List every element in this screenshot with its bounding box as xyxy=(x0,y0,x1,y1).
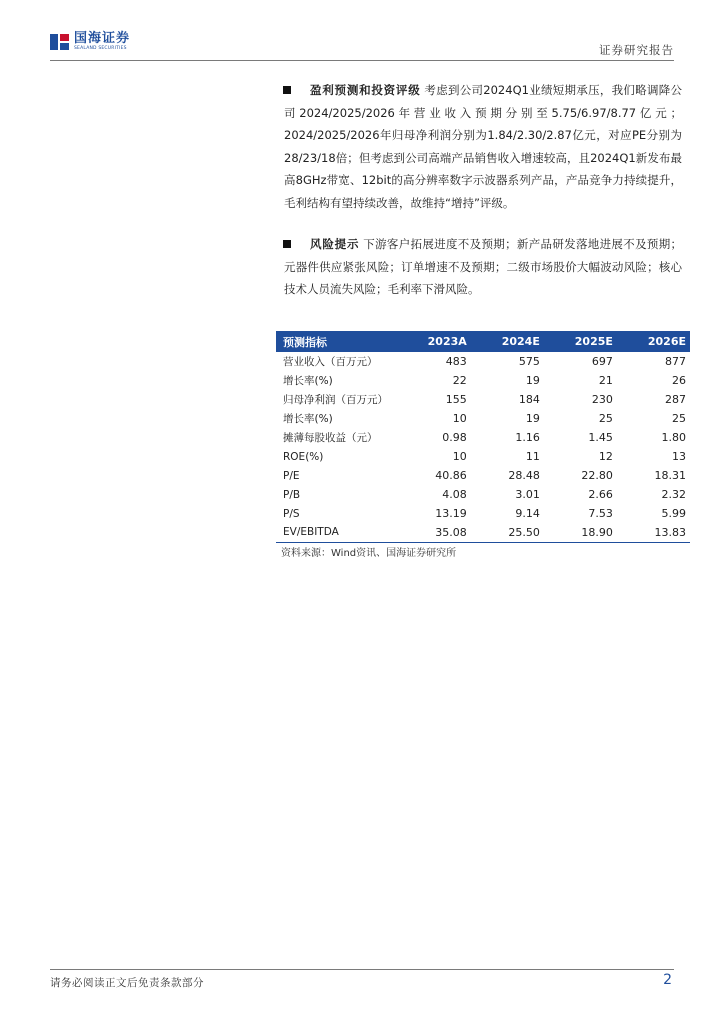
table-header-row xyxy=(276,331,690,352)
risk-paragraph xyxy=(284,233,682,301)
table-header-cell: 2026E xyxy=(617,331,690,352)
table-cell: 184 xyxy=(518,393,540,406)
table-cell: 28.48 xyxy=(508,469,540,482)
table-cell: 13.83 xyxy=(617,523,690,542)
table-source-note: 资料来源：Wind资讯、国海证券研究所 xyxy=(281,548,457,559)
row-label: P/E xyxy=(283,469,300,482)
table-cell: 483 xyxy=(445,355,467,368)
table-row xyxy=(276,447,690,466)
rating-paragraph xyxy=(284,79,682,214)
table-cell: 11 xyxy=(525,450,540,463)
table-cell: 230 xyxy=(591,393,613,406)
table-row xyxy=(276,371,690,390)
table-row xyxy=(276,504,690,523)
table-cell: 13.19 xyxy=(435,507,467,520)
table-cell: 0.98 xyxy=(442,431,467,444)
row-label: P/S xyxy=(283,507,300,520)
table-header-cell: 预测指标 xyxy=(276,331,396,352)
table-cell: 877 xyxy=(665,355,686,368)
row-label: 摊薄每股收益（元） xyxy=(283,432,378,444)
report-type: 证券研究报告 xyxy=(599,43,674,57)
table-cell: 5.99 xyxy=(661,507,686,520)
header-divider xyxy=(50,60,674,61)
table-cell: 697 xyxy=(591,355,613,368)
logo-name-en: SEALAND SECURITIES xyxy=(74,46,127,51)
table-row xyxy=(276,390,690,409)
table-cell: 155 xyxy=(445,393,467,406)
row-label: ROE(%) xyxy=(283,450,324,463)
disclaimer-note: 请务必阅读正文后免责条款部分 xyxy=(50,977,204,989)
table-cell: 287 xyxy=(665,393,686,406)
table-row xyxy=(276,409,690,428)
row-label: EV/EBITDA xyxy=(276,523,396,542)
page-number: 2 xyxy=(663,972,672,988)
table-cell: 22.80 xyxy=(581,469,613,482)
table-cell: 35.08 xyxy=(396,523,471,542)
table-cell: 18.31 xyxy=(654,469,686,482)
table-cell: 7.53 xyxy=(588,507,613,520)
rating-text: 考虑到公司2024Q1业绩短期承压，我们略调降公司2024/2025/2026年营业收入预期分别至5.75/6.97/8.77亿元；2024/2025/2026年归母净利润分别为1.84/2.30/2.87亿元，对应PE分别为28/23/18倍；但考虑到公司高端产品销售收入增速较高，且2024Q1新发布最高8GHz带宽、12bit的高分辨率数字示波器系列产品，产品竞争力持续提升，毛利结构有望持续改善，故维持“增持”评级。 xyxy=(284,83,683,210)
risk-text: 下游客户拓展进度不及预期；新产品研发落地进展不及预期；元器件供应紧张风险；订单增速不及预期；二级市场股价大幅波动风险；核心技术人员流失风险；毛利率下滑风险。 xyxy=(284,237,683,296)
table-cell: 2.32 xyxy=(661,488,686,501)
table-row xyxy=(276,523,690,542)
table-cell: 19 xyxy=(525,412,540,425)
table-cell: 2.66 xyxy=(588,488,613,501)
table-cell: 10 xyxy=(452,412,467,425)
table-cell: 26 xyxy=(672,374,686,387)
table-cell: 40.86 xyxy=(435,469,467,482)
page-header xyxy=(0,0,724,62)
table-header-cell: 2024E xyxy=(471,331,544,352)
table-row xyxy=(276,428,690,447)
footer-divider xyxy=(50,969,674,970)
logo-name-cn: 国海证券 xyxy=(74,31,131,46)
table-cell: 25.50 xyxy=(471,523,544,542)
table-cell: 4.08 xyxy=(442,488,467,501)
table-row xyxy=(276,485,690,504)
table-cell: 21 xyxy=(598,374,613,387)
row-label: 归母净利润（百万元） xyxy=(283,394,388,406)
table-cell: 19 xyxy=(525,374,540,387)
row-label: 营业收入（百万元） xyxy=(283,356,378,368)
table-cell: 12 xyxy=(598,450,613,463)
table-row xyxy=(276,352,690,371)
table-cell: 18.90 xyxy=(544,523,617,542)
table-cell: 25 xyxy=(598,412,613,425)
rating-lead: 盈利预测和投资评级 xyxy=(310,83,421,97)
table-cell: 25 xyxy=(672,412,686,425)
table-cell: 9.14 xyxy=(515,507,540,520)
row-label: 增长率(%) xyxy=(283,375,333,387)
table-cell: 3.01 xyxy=(515,488,540,501)
table-header-cell: 2025E xyxy=(544,331,617,352)
table-row xyxy=(276,466,690,485)
company-logo xyxy=(50,30,130,54)
forecast-table xyxy=(276,331,690,543)
table-cell: 1.80 xyxy=(661,431,686,444)
table-cell: 1.16 xyxy=(515,431,540,444)
table-cell: 10 xyxy=(452,450,467,463)
table-header-cell: 2023A xyxy=(396,331,471,352)
row-label: 增长率(%) xyxy=(283,413,333,425)
table-cell: 1.45 xyxy=(588,431,613,444)
logo-mark-icon xyxy=(50,32,70,52)
risk-lead: 风险提示 xyxy=(310,237,360,251)
table-cell: 575 xyxy=(518,355,540,368)
table-cell: 13 xyxy=(672,450,686,463)
table-cell: 22 xyxy=(452,374,467,387)
row-label: P/B xyxy=(283,488,301,501)
